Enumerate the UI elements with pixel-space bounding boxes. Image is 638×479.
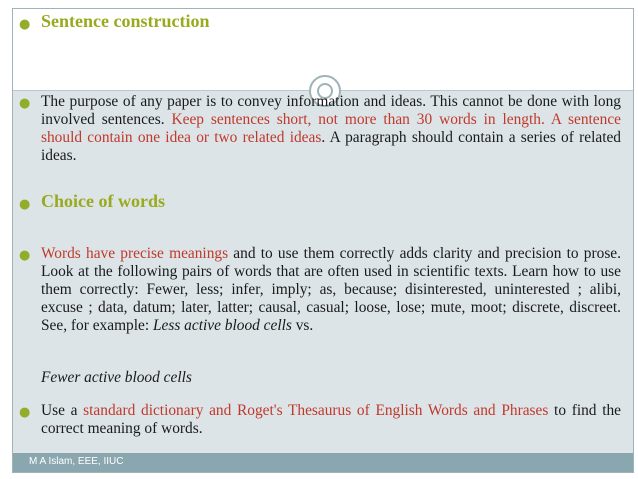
bullet-text (41, 245, 621, 335)
heading-text: Choice of words (41, 191, 165, 211)
text-highlight: Words have precise meanings (41, 245, 229, 262)
footer-author: M A Islam, EEE, IIUC (29, 456, 124, 467)
footer-bar (13, 453, 633, 472)
slide-frame (12, 8, 634, 473)
text-plain: and to use them correctly adds clarity and precision to prose. Look at the following pairs of words that are often used in scientific texts. Learn how to use them correctly: Fewer, less; infer, imply; as, because; disinterested, uninterested ; alibi, excuse ; data, datum; later, latter; causal, casual; loose, lose; mute, moot; discrete, discreet. See, for example: (41, 245, 621, 334)
round-bullet-icon: ● (19, 248, 31, 263)
text-italic-line: Fewer active blood cells (41, 369, 192, 386)
text-plain: . A paragraph should contain a series of related ideas. (41, 129, 621, 164)
bullet-text (41, 402, 621, 438)
heading-text: Sentence construction (41, 11, 210, 31)
text-plain: to find the correct meaning of words. (41, 402, 622, 437)
text-plain: The purpose of any paper is to convey information and ideas. This cannot be done with long involved sentences. (41, 93, 621, 128)
text-highlight: Keep sentences short, not more than 30 words in length. A sentence should contain one idea or two related ideas (41, 111, 621, 146)
round-bullet-icon: ● (19, 197, 31, 212)
round-bullet-icon: ● (19, 96, 31, 111)
round-bullet-icon: ● (19, 405, 31, 420)
text-italic: Less active blood cells (152, 317, 292, 334)
text-plain: Use a (41, 402, 84, 419)
bullet-text (41, 93, 621, 165)
text-highlight: standard dictionary and Roget's Thesaurus of English Words and Phrases (83, 402, 549, 419)
text-plain: vs. (291, 317, 314, 334)
round-bullet-icon: ● (19, 17, 31, 32)
